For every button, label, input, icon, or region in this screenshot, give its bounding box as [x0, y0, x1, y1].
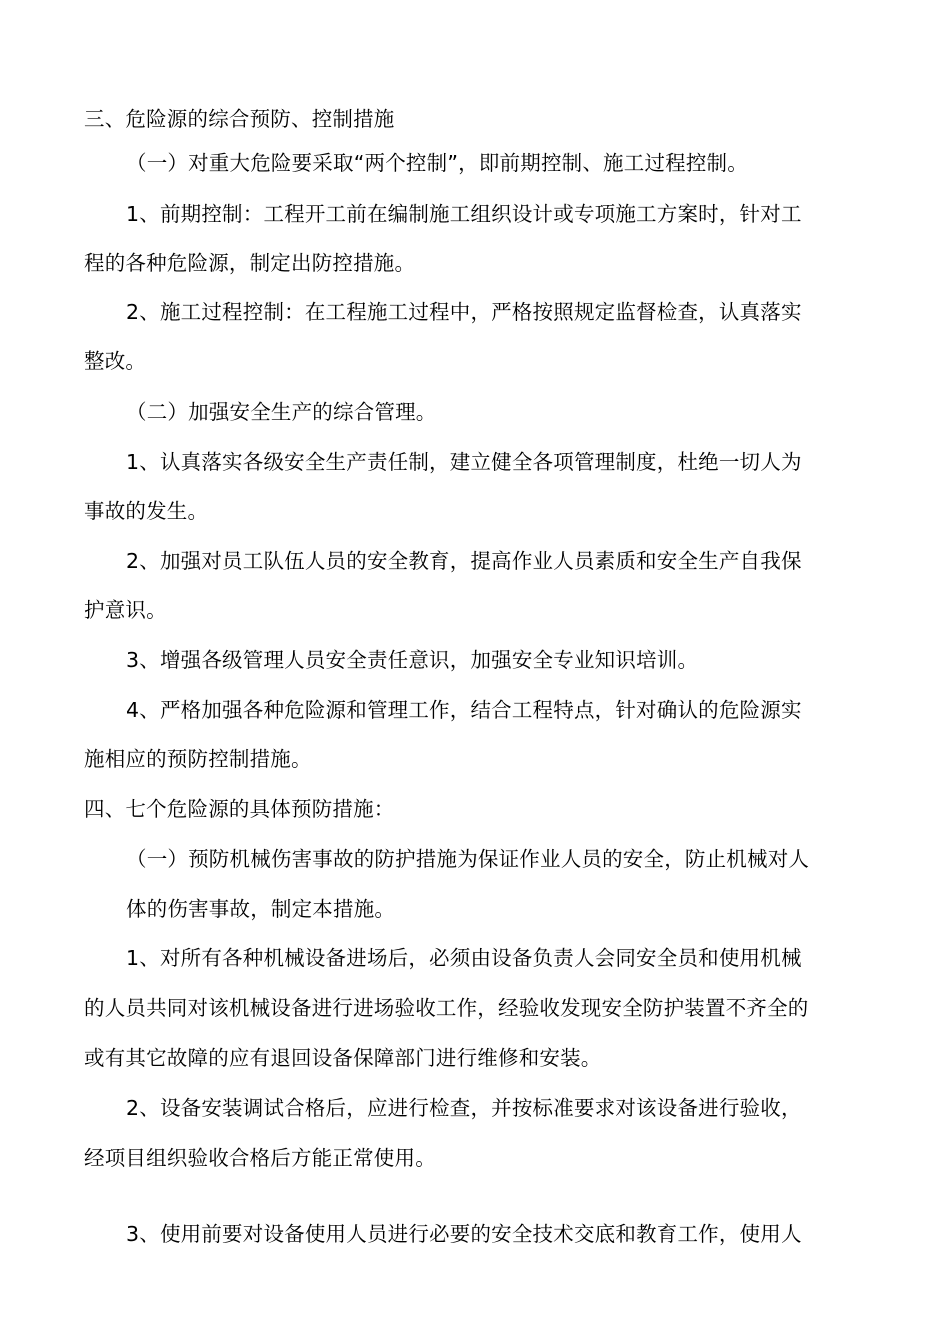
section-heading: 三、危险源的综合预防、控制措施: [84, 107, 395, 131]
subsection-heading: （一）预防机械伤害事故的防护措施为保证作业人员的安全，防止机械对人: [126, 847, 810, 871]
paragraph-line: 1、前期控制：工程开工前在编制施工组织设计或专项施工方案时，针对工: [126, 202, 802, 226]
paragraph-line: 体的伤害事故，制定本措施。: [126, 897, 396, 921]
paragraph-line: 事故的发生。: [84, 499, 209, 523]
paragraph-line: 整改。: [84, 349, 147, 373]
paragraph-line: 3、使用前要对设备使用人员进行必要的安全技术交底和教育工作，使用人: [126, 1222, 802, 1246]
paragraph-line: 3、增强各级管理人员安全责任意识，加强安全专业知识培训。: [126, 648, 699, 672]
paragraph-line: 或有其它故障的应有退回设备保障部门进行维修和安装。: [84, 1046, 602, 1070]
paragraph-line: 1、认真落实各级安全生产责任制，建立健全各项管理制度，杜绝一切人为: [126, 450, 802, 474]
subsection-heading: （一）对重大危险要采取“两个控制”，即前期控制、施工过程控制。: [126, 151, 748, 175]
paragraph-line: 2、施工过程控制：在工程施工过程中，严格按照规定监督检查，认真落实: [126, 300, 802, 324]
paragraph-line: 护意识。: [84, 598, 167, 622]
paragraph-line: 2、设备安装调试合格后，应进行检查，并按标准要求对该设备进行验收，: [126, 1096, 802, 1120]
paragraph-line: 程的各种危险源，制定出防控措施。: [84, 251, 416, 275]
paragraph-line: 4、严格加强各种危险源和管理工作，结合工程特点，针对确认的危险源实: [126, 698, 802, 722]
subsection-heading: （二）加强安全生产的综合管理。: [126, 400, 437, 424]
paragraph-line: 1、对所有各种机械设备进场后，必须由设备负责人会同安全员和使用机械: [126, 946, 802, 970]
section-heading: 四、七个危险源的具体预防措施：: [84, 797, 395, 821]
paragraph-line: 的人员共同对该机械设备进行进场验收工作，经验收发现安全防护装置不齐全的: [84, 996, 809, 1020]
paragraph-line: 2、加强对员工队伍人员的安全教育，提高作业人员素质和安全生产自我保: [126, 549, 802, 573]
paragraph-line: 经项目组织验收合格后方能正常使用。: [84, 1146, 436, 1170]
paragraph-line: 施相应的预防控制措施。: [84, 747, 312, 771]
